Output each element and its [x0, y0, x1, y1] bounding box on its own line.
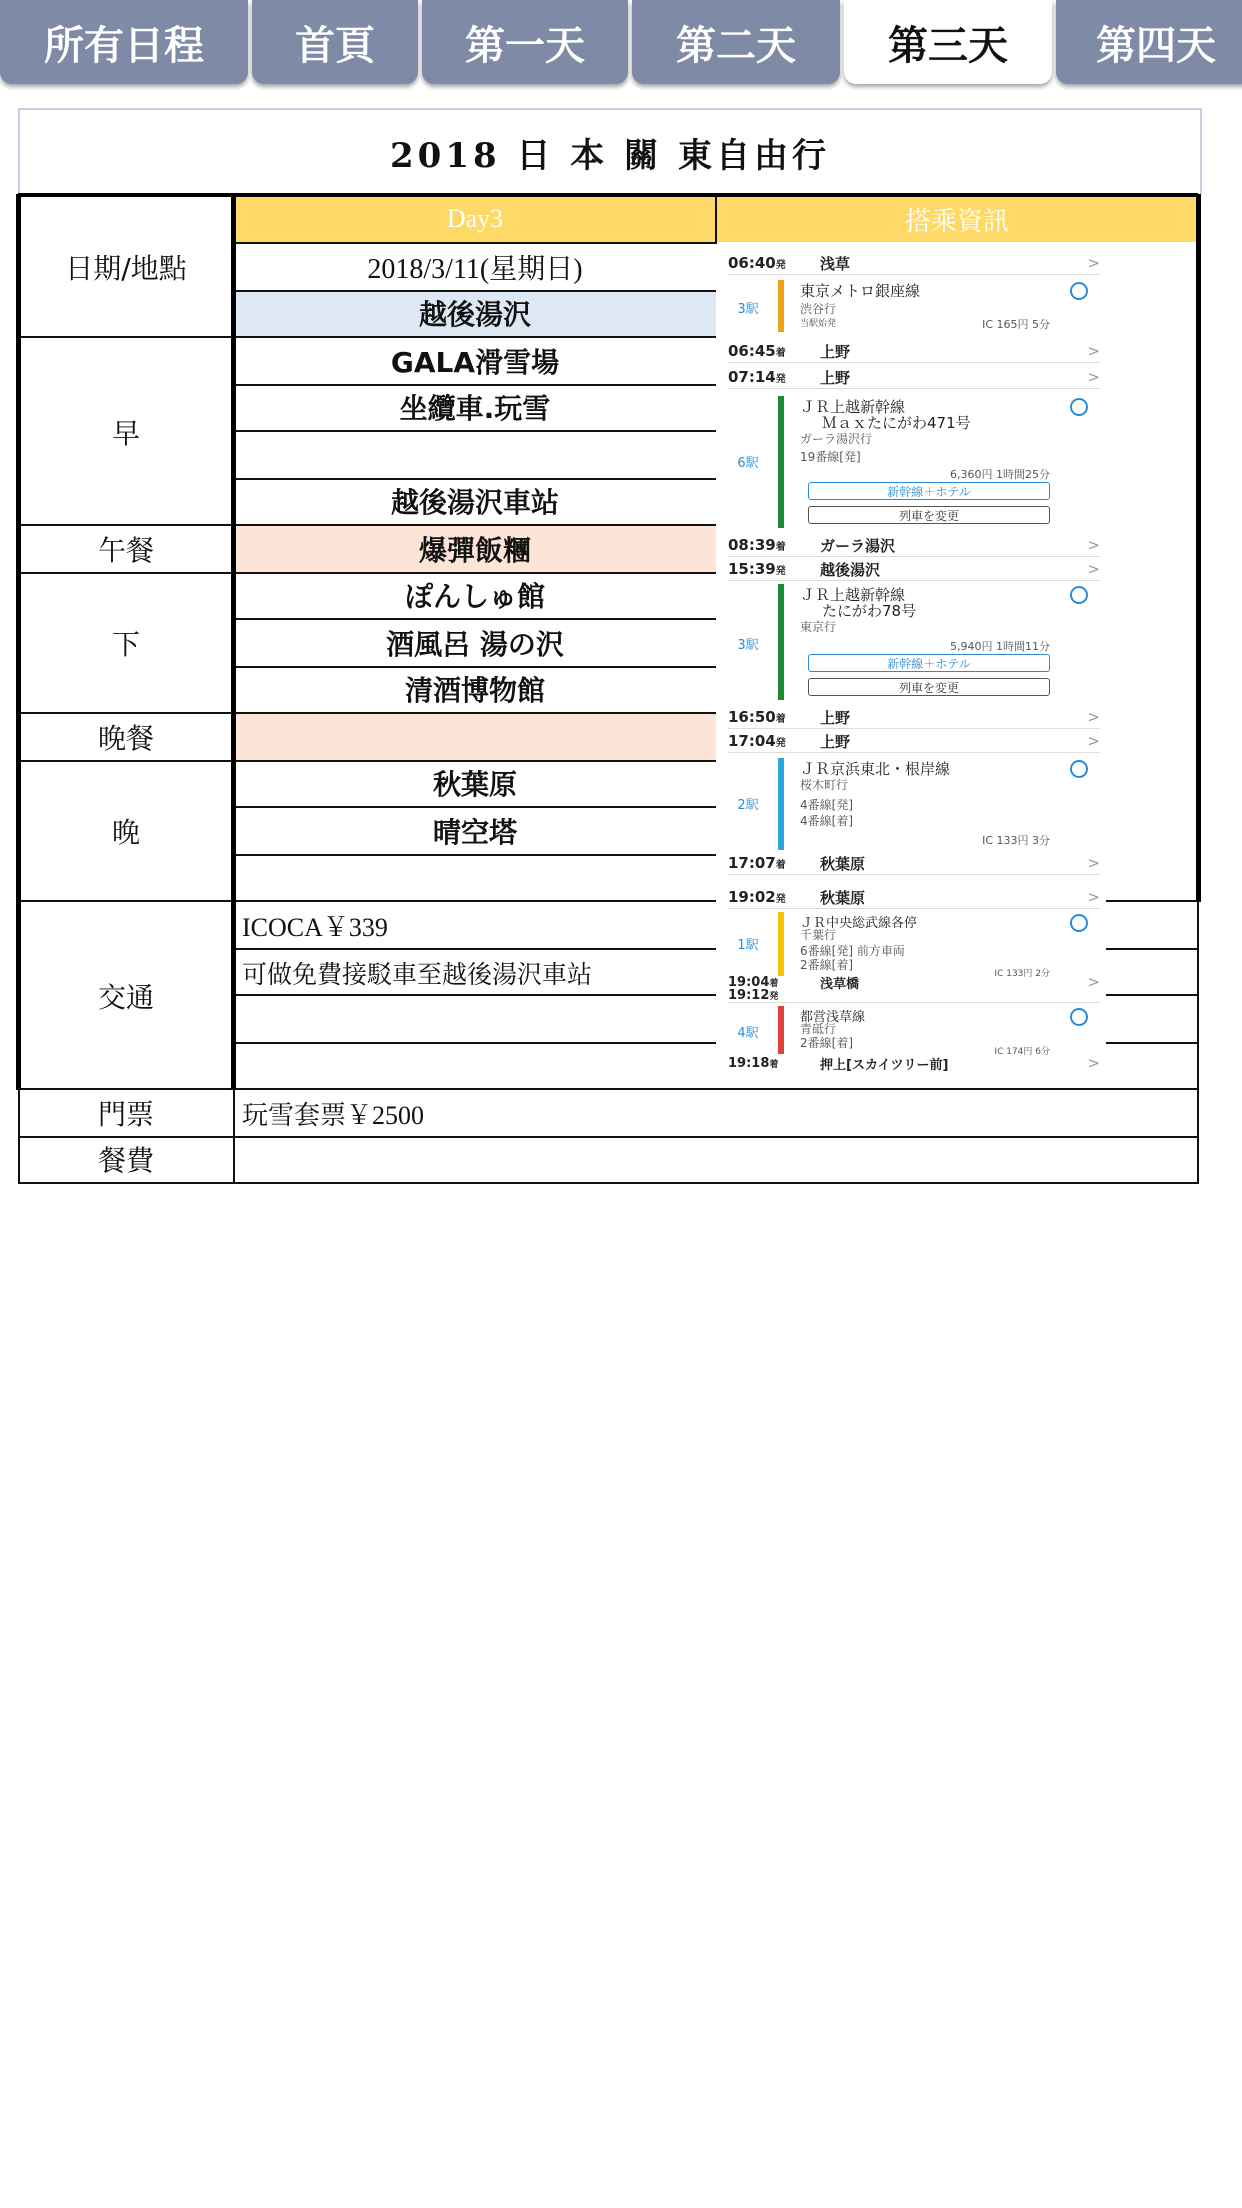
line-tag: 当駅始発	[800, 319, 837, 329]
stop-time: 15:39	[728, 560, 776, 578]
tab-day-4[interactable]: 第四天	[1056, 0, 1242, 84]
stop-name: 上野	[820, 368, 851, 387]
chevron-right-icon: >	[1087, 560, 1100, 578]
line-color-bar	[778, 1006, 784, 1054]
afternoon-item: 清酒博物館	[404, 674, 545, 707]
grid-line	[16, 194, 21, 1090]
line-destination: ガーラ湯沢行	[800, 432, 873, 446]
line-color-bar	[778, 912, 784, 976]
grid-line	[234, 290, 716, 292]
stop-time: 19:04	[728, 974, 770, 990]
morning-item	[234, 432, 716, 478]
transit-stop	[728, 534, 1100, 557]
transit-segment	[728, 396, 1100, 528]
evening-item: 秋葉原	[432, 768, 517, 801]
stop-name: 浅草	[820, 254, 851, 273]
grid-line	[234, 854, 716, 856]
tab-day-3[interactable]: 第三天	[844, 0, 1052, 84]
sheet-title: 2018 日 本 關 東自由行	[390, 135, 830, 176]
platform-info: 19番線[発]	[800, 450, 861, 464]
stop-name: 浅草橋	[820, 976, 860, 992]
change-train-button[interactable]: 列車を変更	[808, 506, 1050, 524]
line-fare: 6,360円 1時間25分	[950, 468, 1050, 481]
transport-line: ICOCA￥339	[242, 912, 388, 942]
grid-line	[18, 1182, 1198, 1184]
date-cell: 2018/3/11(星期日)	[367, 254, 583, 285]
stop-suffix: 発	[769, 991, 779, 1002]
stop-name: 上野	[820, 732, 851, 751]
chevron-right-icon: >	[1087, 732, 1100, 750]
line-destination: 東京行	[800, 620, 837, 634]
chevron-right-icon: >	[1087, 973, 1100, 991]
meal-cost-cell	[234, 1136, 1198, 1182]
grid-line	[234, 430, 716, 432]
transport-line	[234, 1044, 716, 1090]
transit-stop	[728, 886, 1100, 909]
station-count: 3駅	[737, 638, 759, 653]
tab-home[interactable]: 首頁	[252, 0, 418, 84]
label-lunch: 午餐	[97, 534, 154, 567]
transit-segment	[728, 1006, 1100, 1057]
grid-line	[234, 384, 716, 386]
grid-line	[18, 336, 716, 338]
platform-info: 4番線[発]	[800, 798, 853, 812]
stop-time: 16:50	[728, 708, 776, 726]
stop-time: 06:40	[728, 254, 776, 272]
stop-time: 19:18	[728, 1055, 770, 1071]
transit-stop	[728, 1054, 1100, 1072]
station-count: 3駅	[737, 302, 759, 317]
label-meal-cost: 餐費	[97, 1144, 154, 1177]
stop-suffix: 着	[775, 542, 786, 553]
shinkansen-hotel-button[interactable]: 新幹線＋ホテル	[808, 654, 1050, 672]
line-destination: 青砥行	[800, 1022, 837, 1036]
label-date-place: 日期/地點	[65, 252, 187, 285]
stop-suffix: 着	[769, 978, 779, 989]
label-transport: 交通	[97, 981, 154, 1014]
line-fare: IC 133円 2分	[994, 969, 1050, 979]
line-destination: 桜木町行	[800, 778, 849, 792]
grid-line	[18, 524, 716, 526]
stop-name: 上野	[820, 342, 851, 361]
stop-suffix: 発	[775, 894, 786, 905]
grid-line	[234, 618, 716, 620]
day-tab-bar	[0, 0, 1242, 86]
line-name: 東京メトロ銀座線	[800, 282, 921, 300]
transit-segment	[728, 280, 1100, 332]
stop-time: 17:04	[728, 732, 776, 750]
transport-line: 可做免費接駁車至越後湯沢車站	[242, 960, 593, 989]
change-train-button[interactable]: 列車を変更	[808, 678, 1050, 696]
stop-time: 08:39	[728, 536, 776, 554]
station-count: 6駅	[737, 456, 759, 471]
line-name: 都営浅草線	[800, 1010, 866, 1025]
stop-time: 07:14	[728, 368, 776, 386]
transit-stop	[728, 730, 1100, 753]
grid-line	[234, 806, 716, 808]
transit-stop	[728, 340, 1100, 363]
line-color-bar	[778, 584, 784, 700]
transit-stop	[728, 852, 1100, 875]
chevron-right-icon: >	[1087, 536, 1100, 554]
stop-name: 秋葉原	[820, 888, 866, 907]
timetable-clock-icon[interactable]	[1070, 914, 1088, 932]
label-dinner: 晚餐	[97, 722, 154, 755]
timetable-clock-icon[interactable]	[1070, 398, 1088, 416]
transit-stop	[728, 988, 1100, 1003]
stop-time: 17:07	[728, 854, 776, 872]
afternoon-item: ぽんしゅ館	[404, 580, 545, 613]
stop-suffix: 発	[775, 738, 786, 749]
line-color-bar	[778, 396, 784, 528]
station-count: 4駅	[737, 1026, 759, 1041]
train-name: たにがわ78号	[822, 602, 917, 620]
platform-info: 2番線[着]	[800, 958, 853, 972]
chevron-right-icon: >	[1087, 708, 1100, 726]
transit-segment	[728, 912, 1100, 979]
header-transit: 搭乘資訊	[716, 196, 1198, 242]
transit-stop	[728, 252, 1100, 275]
grid-line	[233, 1088, 235, 1184]
grid-line	[18, 572, 716, 574]
transit-segment	[728, 584, 1100, 700]
grid-line	[234, 478, 716, 480]
tab-day-2[interactable]: 第二天	[632, 0, 840, 84]
transit-route-screenshot	[716, 244, 1106, 1074]
line-name: ＪＲ京浜東北・根岸線	[800, 760, 951, 778]
grid-line	[715, 194, 717, 244]
grid-line	[18, 1088, 1198, 1090]
stop-suffix: 着	[775, 714, 786, 725]
line-color-bar	[778, 758, 784, 850]
stop-time: 06:45	[728, 342, 776, 360]
line-fare: IC 174円 6分	[994, 1047, 1050, 1057]
transit-stop	[728, 706, 1100, 729]
line-fare: 5,940円 1時間11分	[950, 640, 1050, 653]
stop-name: 越後湯沢	[820, 560, 881, 579]
ticket-cell: 玩雪套票￥2500	[242, 1100, 425, 1130]
chevron-right-icon: >	[1087, 254, 1100, 272]
sheet-title-box	[18, 108, 1202, 194]
line-name: ＪＲ上越新幹線	[800, 398, 906, 416]
timetable-clock-icon[interactable]	[1070, 760, 1088, 778]
stop-name: 秋葉原	[820, 854, 866, 873]
stop-suffix: 発	[775, 260, 786, 271]
timetable-clock-icon[interactable]	[1070, 586, 1088, 604]
platform-info: 4番線[着]	[800, 814, 853, 828]
train-name: Ｍａｘたにがわ471号	[822, 414, 971, 432]
line-fare: IC 133円 3分	[982, 834, 1050, 847]
stop-time: 19:02	[728, 888, 776, 906]
line-name: ＪＲ中央総武線各停	[800, 916, 918, 931]
line-fare: IC 165円 5分	[982, 318, 1050, 331]
label-afternoon: 下	[111, 628, 140, 661]
grid-line	[18, 1136, 1198, 1138]
grid-line	[1197, 900, 1199, 1184]
chevron-right-icon: >	[1087, 368, 1100, 386]
chevron-right-icon: >	[1087, 888, 1100, 906]
grid-line	[18, 760, 716, 762]
label-ticket: 門票	[97, 1098, 154, 1131]
transit-stop	[728, 558, 1100, 581]
grid-line	[234, 666, 716, 668]
transport-line	[234, 996, 716, 1042]
station-count: 2駅	[737, 798, 759, 813]
transit-stop	[728, 366, 1100, 389]
platform-info: 6番線[発] 前方車両	[800, 944, 905, 958]
stop-suffix: 発	[775, 374, 786, 385]
shinkansen-hotel-button[interactable]: 新幹線＋ホテル	[808, 482, 1050, 500]
stop-name: ガーラ湯沢	[820, 536, 896, 555]
line-destination: 千葉行	[800, 928, 837, 942]
label-evening: 晚	[111, 816, 140, 849]
tab-day-1[interactable]: 第一天	[422, 0, 628, 84]
grid-line	[234, 242, 716, 244]
evening-item: 晴空塔	[432, 816, 517, 849]
grid-line	[18, 712, 716, 714]
timetable-clock-icon[interactable]	[1070, 1008, 1088, 1026]
stop-name: 上野	[820, 708, 851, 727]
line-color-bar	[778, 280, 784, 332]
afternoon-item: 酒風呂 湯の沢	[386, 628, 564, 661]
line-name: ＪＲ上越新幹線	[800, 586, 906, 604]
grid-line	[231, 194, 236, 1090]
evening-item	[234, 854, 716, 900]
chevron-right-icon: >	[1087, 342, 1100, 360]
morning-item: 越後湯沢車站	[390, 486, 559, 519]
grid-line	[18, 1088, 20, 1184]
timetable-clock-icon[interactable]	[1070, 282, 1088, 300]
stop-suffix: 着	[769, 1059, 779, 1070]
platform-info: 2番線[着]	[800, 1036, 853, 1050]
morning-item: 坐纜車.玩雪	[399, 392, 551, 425]
grid-line	[18, 193, 1198, 197]
lunch-cell: 爆彈飯糰	[234, 526, 716, 572]
header-day: Day3	[234, 196, 716, 242]
stop-name: 押上[スカイツリー前]	[820, 1057, 949, 1073]
chevron-right-icon: >	[1087, 1054, 1100, 1072]
morning-item: GALA滑雪場	[390, 346, 560, 379]
chevron-right-icon: >	[1087, 854, 1100, 872]
dinner-cell	[234, 714, 716, 760]
stop-suffix: 着	[775, 860, 786, 871]
label-morning: 早	[111, 417, 140, 450]
grid-line	[1196, 194, 1201, 902]
station-count: 1駅	[737, 938, 759, 953]
stop-suffix: 着	[775, 348, 786, 359]
line-destination: 渋谷行	[800, 302, 837, 316]
tab-all-schedules[interactable]: 所有日程	[0, 0, 248, 84]
transit-segment	[728, 758, 1100, 850]
stop-time: 19:12	[728, 987, 770, 1003]
stop-suffix: 発	[775, 566, 786, 577]
place-cell: 越後湯沢	[234, 290, 716, 336]
